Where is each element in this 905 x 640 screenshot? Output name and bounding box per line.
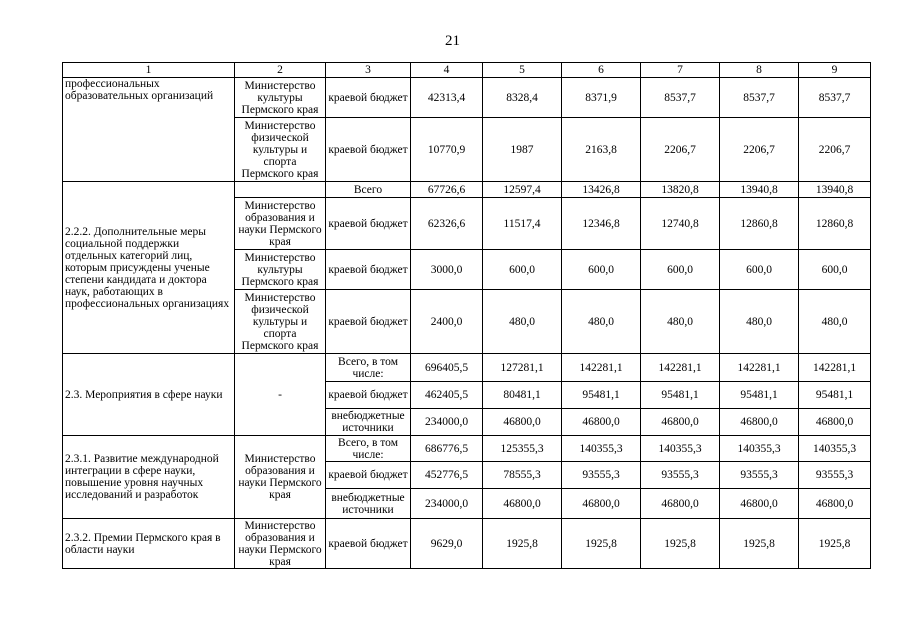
page-number: 21 <box>445 33 460 49</box>
value-cell: 8537,7 <box>799 78 871 118</box>
value-cell: 12597,4 <box>483 182 562 198</box>
value-cell: 95481,1 <box>799 382 871 409</box>
value-cell: 480,0 <box>641 290 720 354</box>
source-cell: краевой бюджет <box>326 118 411 182</box>
program-item-name: 2.3.1. Развитие международной интеграции в сфере науки, повышение уровня научных исследований и разработок <box>63 436 235 519</box>
value-cell: 140355,3 <box>720 436 799 462</box>
value-cell: 46800,0 <box>562 489 641 519</box>
value-cell: 46800,0 <box>641 409 720 436</box>
source-cell: краевой бюджет <box>326 519 411 569</box>
source-cell: краевой бюджет <box>326 382 411 409</box>
value-cell: 234000,0 <box>411 489 483 519</box>
value-cell: 140355,3 <box>562 436 641 462</box>
value-cell: 13940,8 <box>799 182 871 198</box>
value-cell: 93555,3 <box>562 462 641 489</box>
value-cell: 696405,5 <box>411 354 483 382</box>
source-cell: краевой бюджет <box>326 462 411 489</box>
program-item-name: профессиональных образовательных организаций <box>63 78 235 182</box>
value-cell: 46800,0 <box>799 409 871 436</box>
table-row <box>63 519 871 569</box>
agency-cell: Министерство образования и науки Пермского края <box>235 436 326 519</box>
agency-cell: Министерство образования и науки Пермского края <box>235 519 326 569</box>
agency-cell: Министерство физической культуры и спорта Пермского края <box>235 290 326 354</box>
value-cell: 1925,8 <box>483 519 562 569</box>
table-row <box>63 354 871 382</box>
value-cell: 127281,1 <box>483 354 562 382</box>
agency-cell: - <box>235 354 326 436</box>
table-row <box>63 436 871 462</box>
agency-cell: Министерство культуры Пермского края <box>235 78 326 118</box>
value-cell: 234000,0 <box>411 409 483 436</box>
value-cell: 13426,8 <box>562 182 641 198</box>
value-cell: 480,0 <box>483 290 562 354</box>
column-header: 5 <box>483 63 562 78</box>
value-cell: 452776,5 <box>411 462 483 489</box>
value-cell: 42313,4 <box>411 78 483 118</box>
column-header: 2 <box>235 63 326 78</box>
source-cell: краевой бюджет <box>326 290 411 354</box>
program-item-name: 2.3. Мероприятия в сфере науки <box>63 354 235 436</box>
value-cell: 480,0 <box>720 290 799 354</box>
source-cell: Всего, в том числе: <box>326 354 411 382</box>
value-cell: 11517,4 <box>483 198 562 250</box>
column-header: 1 <box>63 63 235 78</box>
agency-cell: Министерство физической культуры и спорта Пермского края <box>235 118 326 182</box>
value-cell: 95481,1 <box>641 382 720 409</box>
value-cell: 46800,0 <box>720 489 799 519</box>
value-cell: 480,0 <box>562 290 641 354</box>
value-cell: 142281,1 <box>799 354 871 382</box>
value-cell: 95481,1 <box>562 382 641 409</box>
source-cell: Всего <box>326 182 411 198</box>
value-cell: 3000,0 <box>411 250 483 290</box>
value-cell: 1925,8 <box>641 519 720 569</box>
value-cell: 686776,5 <box>411 436 483 462</box>
value-cell: 2206,7 <box>641 118 720 182</box>
source-cell: краевой бюджет <box>326 250 411 290</box>
column-header: 4 <box>411 63 483 78</box>
value-cell: 46800,0 <box>720 409 799 436</box>
value-cell: 462405,5 <box>411 382 483 409</box>
column-header: 3 <box>326 63 411 78</box>
value-cell: 8371,9 <box>562 78 641 118</box>
value-cell: 8328,4 <box>483 78 562 118</box>
column-header: 9 <box>799 63 871 78</box>
value-cell: 46800,0 <box>483 489 562 519</box>
value-cell: 600,0 <box>483 250 562 290</box>
value-cell: 9629,0 <box>411 519 483 569</box>
value-cell: 78555,3 <box>483 462 562 489</box>
value-cell: 1987 <box>483 118 562 182</box>
value-cell: 480,0 <box>799 290 871 354</box>
value-cell: 140355,3 <box>641 436 720 462</box>
value-cell: 1925,8 <box>562 519 641 569</box>
value-cell: 600,0 <box>562 250 641 290</box>
value-cell: 2163,8 <box>562 118 641 182</box>
agency-cell <box>235 182 326 198</box>
value-cell: 8537,7 <box>641 78 720 118</box>
value-cell: 67726,6 <box>411 182 483 198</box>
column-header: 7 <box>641 63 720 78</box>
program-item-name: 2.2.2. Дополнительные меры социальной поддержки отдельных категорий лиц, которым присуждены ученые степени кандидата и доктора наук, работающих в профессиональных организациях <box>63 182 235 354</box>
source-cell: внебюджетные источники <box>326 409 411 436</box>
value-cell: 13940,8 <box>720 182 799 198</box>
value-cell: 80481,1 <box>483 382 562 409</box>
value-cell: 8537,7 <box>720 78 799 118</box>
value-cell: 46800,0 <box>483 409 562 436</box>
value-cell: 1925,8 <box>799 519 871 569</box>
value-cell: 140355,3 <box>799 436 871 462</box>
value-cell: 600,0 <box>799 250 871 290</box>
value-cell: 12346,8 <box>562 198 641 250</box>
value-cell: 142281,1 <box>720 354 799 382</box>
value-cell: 12740,8 <box>641 198 720 250</box>
value-cell: 13820,8 <box>641 182 720 198</box>
value-cell: 2206,7 <box>799 118 871 182</box>
source-cell: Всего, в том числе: <box>326 436 411 462</box>
value-cell: 142281,1 <box>641 354 720 382</box>
table-row <box>63 78 871 118</box>
value-cell: 93555,3 <box>720 462 799 489</box>
value-cell: 600,0 <box>720 250 799 290</box>
source-cell: внебюджетные источники <box>326 489 411 519</box>
budget-table <box>62 62 871 569</box>
value-cell: 125355,3 <box>483 436 562 462</box>
source-cell: краевой бюджет <box>326 78 411 118</box>
value-cell: 142281,1 <box>562 354 641 382</box>
value-cell: 2206,7 <box>720 118 799 182</box>
value-cell: 93555,3 <box>641 462 720 489</box>
value-cell: 95481,1 <box>720 382 799 409</box>
value-cell: 600,0 <box>641 250 720 290</box>
value-cell: 46800,0 <box>799 489 871 519</box>
value-cell: 46800,0 <box>562 409 641 436</box>
column-header: 6 <box>562 63 641 78</box>
table-row <box>63 182 871 198</box>
value-cell: 12860,8 <box>720 198 799 250</box>
header-row <box>63 63 871 78</box>
value-cell: 2400,0 <box>411 290 483 354</box>
value-cell: 1925,8 <box>720 519 799 569</box>
source-cell: краевой бюджет <box>326 198 411 250</box>
value-cell: 93555,3 <box>799 462 871 489</box>
value-cell: 46800,0 <box>641 489 720 519</box>
column-header: 8 <box>720 63 799 78</box>
value-cell: 12860,8 <box>799 198 871 250</box>
value-cell: 62326,6 <box>411 198 483 250</box>
value-cell: 10770,9 <box>411 118 483 182</box>
agency-cell: Министерство культуры Пермского края <box>235 250 326 290</box>
agency-cell: Министерство образования и науки Пермского края <box>235 198 326 250</box>
program-item-name: 2.3.2. Премии Пермского края в области науки <box>63 519 235 569</box>
